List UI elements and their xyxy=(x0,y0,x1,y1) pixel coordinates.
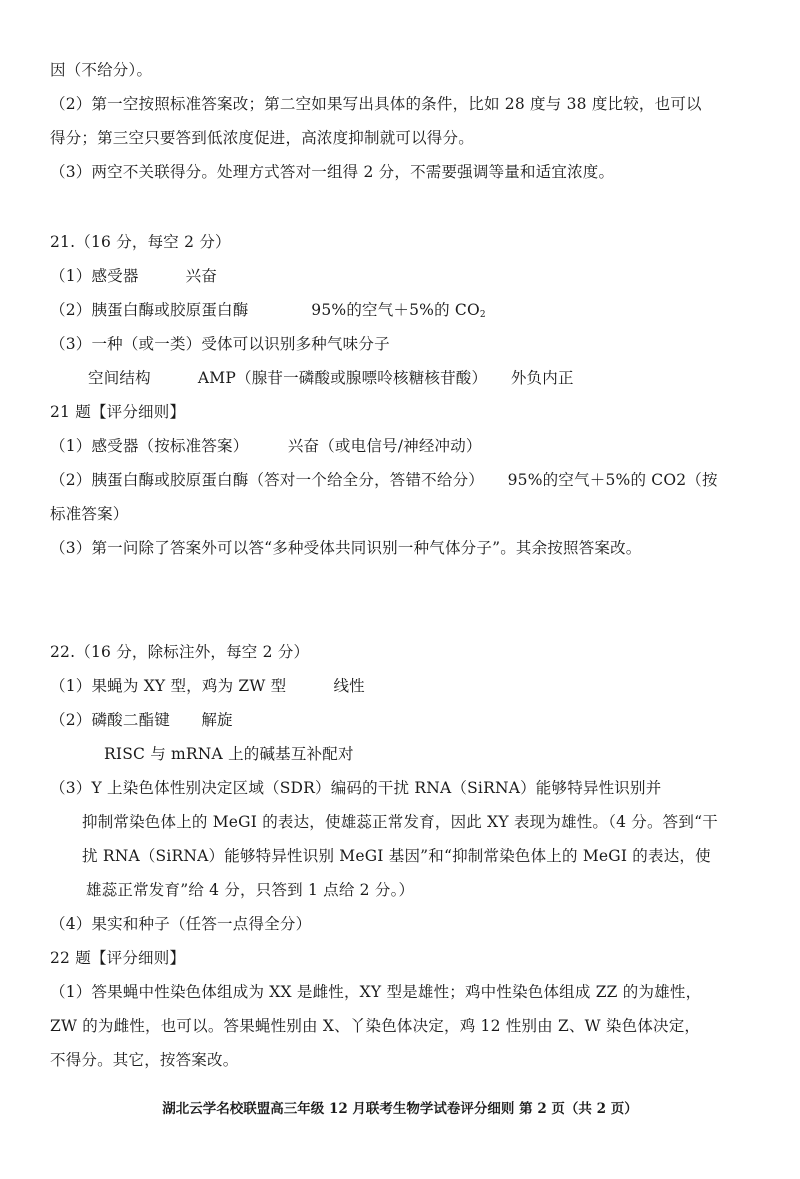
question-22-heading: 22.（16 分，除标注外，每空 2 分） xyxy=(50,643,310,661)
q22-answer-3-cont-2: 扰 RNA（SiRNA）能够特异性识别 MeGI 基因”和“抑制常染色体上的 MeGI 的表达，使 xyxy=(82,847,711,865)
q21-answer-2-text: （2）胰蛋白酶或胶原蛋白酶 95%的空气＋5%的 CO xyxy=(50,301,480,319)
q21-rubric-1: （1）感受器（按标准答案） 兴奋（或电信号/神经冲动） xyxy=(50,437,482,455)
q22-rubric-1-cont-1: ZW 的为雌性，也可以。答果蝇性别由 X、丫染色体决定，鸡 12 性别由 Z、W 染色体决定， xyxy=(50,1017,701,1035)
q22-answer-1: （1）果蝇为 XY 型，鸡为 ZW 型 线性 xyxy=(50,677,365,695)
q21-answer-3: （3）一种（或一类）受体可以识别多种气味分子 xyxy=(50,335,390,353)
q22-answer-3-cont-1: 抑制常染色体上的 MeGI 的表达，使雄蕊正常发育，因此 XY 表现为雄性。（4 分。答到“干 xyxy=(82,813,718,831)
text-line-4: （3）两空不关联得分。处理方式答对一组得 2 分，不需要强调等量和适宜浓度。 xyxy=(50,163,615,181)
q21-answer-1: （1）感受器 兴奋 xyxy=(50,267,218,285)
text-line-3: 得分；第三空只要答到低浓度促进，高浓度抑制就可以得分。 xyxy=(50,129,474,147)
q21-rubric-2: （2）胰蛋白酶或胶原蛋白酶（答对一个给全分，答错不给分） 95%的空气＋5%的 CO2（按 xyxy=(50,471,718,489)
q22-rubric-1-cont-2: 不得分。其它，按答案改。 xyxy=(50,1051,239,1069)
q21-answer-3-cont: 空间结构 AMP（腺苷一磷酸或腺嘌呤核糖核苷酸） 外负内正 xyxy=(88,369,574,387)
q22-answer-2: （2）磷酸二酯键 解旋 xyxy=(50,711,233,729)
q22-answer-4: （4）果实和种子（任答一点得全分） xyxy=(50,915,312,933)
text-line-1: 因（不给分）。 xyxy=(50,61,153,79)
q22-answer-2-cont: RISC 与 mRNA 上的碱基互补配对 xyxy=(104,745,354,763)
page-footer: 湖北云学名校联盟高三年级 12 月联考生物学试卷评分细则 第 2 页（共 2 页） xyxy=(162,1101,638,1117)
q21-rubric-3: （3）第一问除了答案外可以答“多种受体共同识别一种气体分子”。其余按照答案改。 xyxy=(50,539,642,557)
co2-subscript: 2 xyxy=(479,310,486,320)
q21-rubric-2-cont: 标准答案） xyxy=(50,505,129,523)
question-21-heading: 21.（16 分，每空 2 分） xyxy=(50,233,231,251)
q21-rubric-heading: 21 题【评分细则】 xyxy=(50,403,186,421)
q22-rubric-1: （1）答果蝇中性染色体组成为 XX 是雌性，XY 型是雄性；鸡中性染色体组成 ZZ 的为雄性， xyxy=(50,983,702,1001)
q22-answer-3: （3）Y 上染色体性别决定区域（SDR）编码的干扰 RNA（SiRNA）能够特异性识别并 xyxy=(50,779,662,797)
q22-answer-3-cont-3: 雄蕊正常发育”给 4 分，只答到 1 点给 2 分。） xyxy=(86,881,415,899)
q22-rubric-heading: 22 题【评分细则】 xyxy=(50,949,186,967)
q21-answer-2 xyxy=(50,299,486,326)
text-line-2: （2）第一空按照标准答案改；第二空如果写出具体的条件，比如 28 度与 38 度比较，也可以 xyxy=(50,95,702,113)
